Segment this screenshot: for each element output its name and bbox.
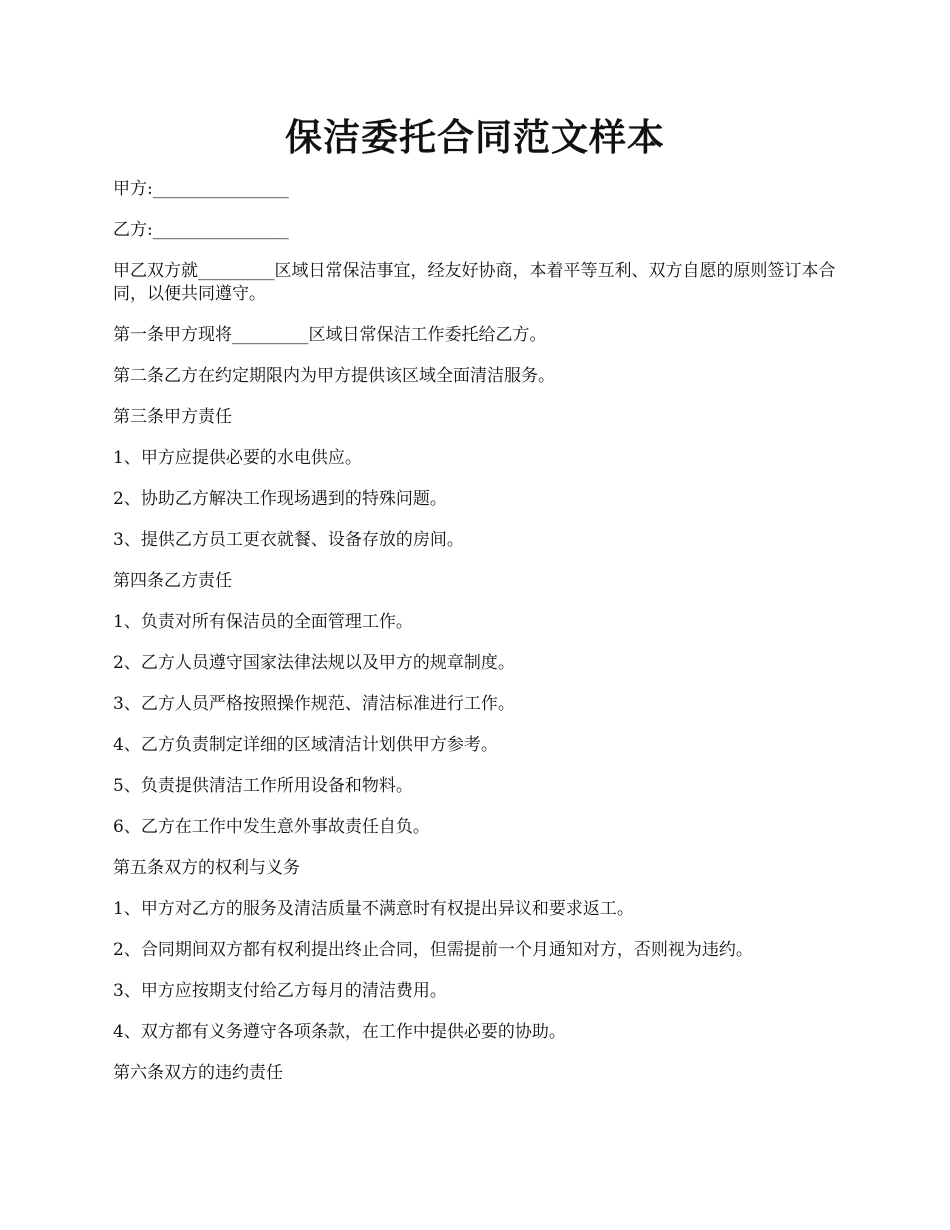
article-4-item: 2、乙方人员遵守国家法律法规以及甲方的规章制度。: [113, 653, 515, 673]
article-6-heading: 第六条双方的违约责任: [113, 1063, 283, 1083]
article-5-item: 2、合同期间双方都有权利提出终止合同，但需提前一个月通知对方，否则视为违约。: [113, 940, 753, 960]
article-3-item: 3、提供乙方员工更衣就餐、设备存放的房间。: [113, 530, 464, 550]
article-5-heading: 第五条双方的权利与义务: [113, 858, 300, 878]
party-a-line: 甲方:________________: [113, 179, 289, 199]
article-1: 第一条甲方现将_________区域日常保洁工作委托给乙方。: [113, 325, 547, 345]
article-4-item: 4、乙方负责制定详细的区域清洁计划供甲方参考。: [113, 735, 498, 755]
party-b-line: 乙方:________________: [113, 220, 289, 240]
article-3-item: 1、甲方应提供必要的水电供应。: [113, 448, 362, 468]
article-5-item: 1、甲方对乙方的服务及清洁质量不满意时有权提出异议和要求返工。: [113, 899, 634, 919]
article-4-item: 6、乙方在工作中发生意外事故责任自负。: [113, 817, 430, 837]
article-4-item: 1、负责对所有保洁员的全面管理工作。: [113, 612, 413, 632]
article-4-item: 3、乙方人员严格按照操作规范、清洁标准进行工作。: [113, 694, 515, 714]
document-title: 保洁委托合同范文样本: [285, 115, 665, 159]
article-4-item: 5、负责提供清洁工作所用设备和物料。: [113, 776, 413, 796]
preamble-paragraph: 甲乙双方就_________区域日常保洁事宜，经友好协商，本着平等互利、双方自愿的原则签订本合同，以便共同遵守。: [113, 261, 836, 304]
article-3-heading: 第三条甲方责任: [113, 407, 232, 427]
article-3-item: 2、协助乙方解决工作现场遇到的特殊问题。: [113, 489, 447, 509]
article-5-item: 4、双方都有义务遵守各项条款，在工作中提供必要的协助。: [113, 1022, 566, 1042]
article-4-heading: 第四条乙方责任: [113, 571, 232, 591]
document-body: [113, 178, 838, 1103]
article-5-item: 3、甲方应按期支付给乙方每月的清洁费用。: [113, 981, 447, 1001]
article-2: 第二条乙方在约定期限内为甲方提供该区域全面清洁服务。: [113, 366, 555, 386]
